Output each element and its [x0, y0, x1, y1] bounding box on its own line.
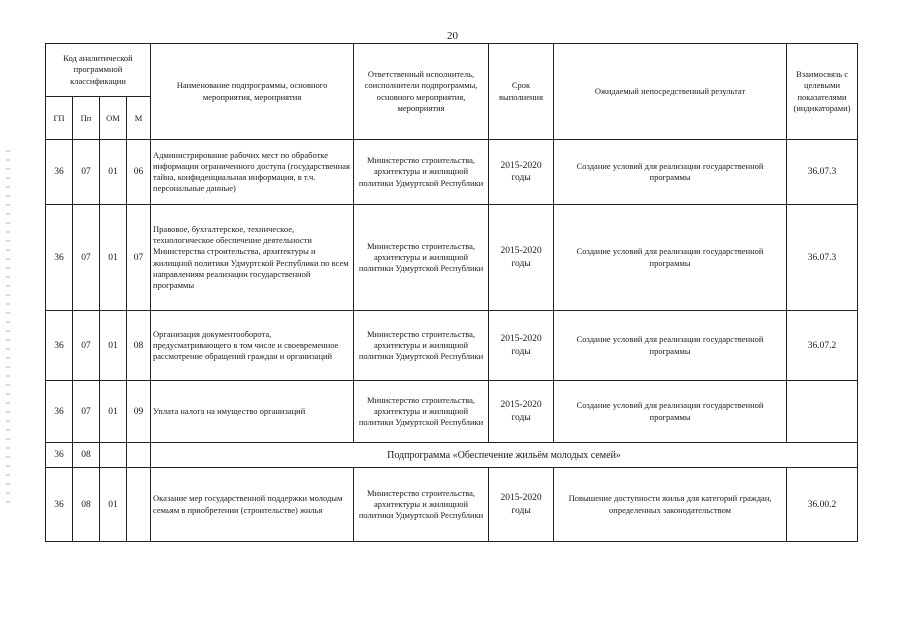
cell-om: 01 — [100, 311, 127, 381]
cell-m: 07 — [127, 205, 151, 311]
cell-gp: 36 — [46, 443, 73, 468]
cell-pp: 07 — [73, 311, 100, 381]
cell-gp: 36 — [46, 205, 73, 311]
header-code-group: Код аналитической программной классификации — [46, 44, 151, 97]
cell-activity-name: Оказание мер государственной поддержки молодым семьям в приобретении (строительстве) жилья — [151, 468, 354, 542]
cell-result: Создание условий для реализации государственной программы — [554, 205, 787, 311]
cell-m: 09 — [127, 381, 151, 443]
cell-pp: 08 — [73, 443, 100, 468]
cell-result: Создание условий для реализации государственной программы — [554, 381, 787, 443]
cell-pp: 07 — [73, 140, 100, 205]
cell-m: 06 — [127, 140, 151, 205]
header-term: Срок выполнения — [489, 44, 554, 140]
cell-executor: Министерство строительства, архитектуры и жилищной политики Удмуртской Республики — [354, 205, 489, 311]
cell-m — [127, 468, 151, 542]
cell-executor: Министерство строительства, архитектуры и жилищной политики Удмуртской Республики — [354, 381, 489, 443]
table-row — [46, 140, 858, 205]
cell-gp: 36 — [46, 140, 73, 205]
page-number: 20 — [447, 30, 458, 42]
cell-m: 08 — [127, 311, 151, 381]
header-result: Ожидаемый непосредственный результат — [554, 44, 787, 140]
program-activities-table — [45, 43, 858, 542]
cell-gp: 36 — [46, 381, 73, 443]
cell-term: 2015-2020 годы — [489, 468, 554, 542]
header-link: Взаимосвязь с целевыми показателями (индикаторами) — [787, 44, 858, 140]
header-gp: ГП — [46, 97, 73, 140]
cell-result: Создание условий для реализации государственной программы — [554, 311, 787, 381]
cell-gp: 36 — [46, 311, 73, 381]
cell-pp: 08 — [73, 468, 100, 542]
cell-pp: 07 — [73, 381, 100, 443]
table-row — [46, 468, 858, 542]
subprogram-title: Подпрограмма «Обеспечение жильём молодых семей» — [151, 443, 858, 468]
header-pp: Пп — [73, 97, 100, 140]
cell-om: 01 — [100, 140, 127, 205]
header-om: ОМ — [100, 97, 127, 140]
table-row — [46, 311, 858, 381]
subprogram-row — [46, 443, 858, 468]
cell-result: Повышение доступности жилья для категорий граждан, определенных законодательством — [554, 468, 787, 542]
cell-activity-name: Организация документооборота, предусматривающего в том числе и своевременное рассмотрение обращений граждан и организаций — [151, 311, 354, 381]
cell-term: 2015-2020 годы — [489, 311, 554, 381]
table-row — [46, 205, 858, 311]
header-executor: Ответственный исполнитель, соисполнители подпрограммы, основного мероприятия, мероприятия — [354, 44, 489, 140]
cell-om — [100, 443, 127, 468]
cell-activity-name: Уплата налога на имущество организаций — [151, 381, 354, 443]
cell-indicator: 36.07.2 — [787, 311, 858, 381]
cell-indicator — [787, 381, 858, 443]
cell-indicator: 36.07.3 — [787, 205, 858, 311]
cell-om: 01 — [100, 468, 127, 542]
cell-om: 01 — [100, 205, 127, 311]
cell-m — [127, 443, 151, 468]
cell-gp: 36 — [46, 468, 73, 542]
cell-executor: Министерство строительства, архитектуры и жилищной политики Удмуртской Республики — [354, 140, 489, 205]
cell-indicator: 36.00.2 — [787, 468, 858, 542]
cell-term: 2015-2020 годы — [489, 140, 554, 205]
cell-executor: Министерство строительства, архитектуры и жилищной политики Удмуртской Республики — [354, 311, 489, 381]
cell-om: 01 — [100, 381, 127, 443]
cell-term: 2015-2020 годы — [489, 381, 554, 443]
cell-term: 2015-2020 годы — [489, 205, 554, 311]
cell-result: Создание условий для реализации государственной программы — [554, 140, 787, 205]
cell-executor: Министерство строительства, архитектуры и жилищной политики Удмуртской Республики — [354, 468, 489, 542]
header-name: Наименование подпрограммы, основного мероприятия, мероприятия — [151, 44, 354, 140]
table-row — [46, 381, 858, 443]
header-row-main — [46, 44, 858, 97]
cell-activity-name: Администрирование рабочих мест по обработке информации ограниченного доступа (государственная тайна, конфиденциальная информация, в т.ч. персональные данные) — [151, 140, 354, 205]
cell-activity-name: Правовое, бухгалтерское, техническое, технологическое обеспечение деятельности Министерства строительства, архитектуры и жилищной политики Удмуртской Республики по всем направлениям реализации государственной программы — [151, 205, 354, 311]
cell-pp: 07 — [73, 205, 100, 311]
scan-margin-artifact — [6, 150, 10, 510]
cell-indicator: 36.07.3 — [787, 140, 858, 205]
header-m: М — [127, 97, 151, 140]
